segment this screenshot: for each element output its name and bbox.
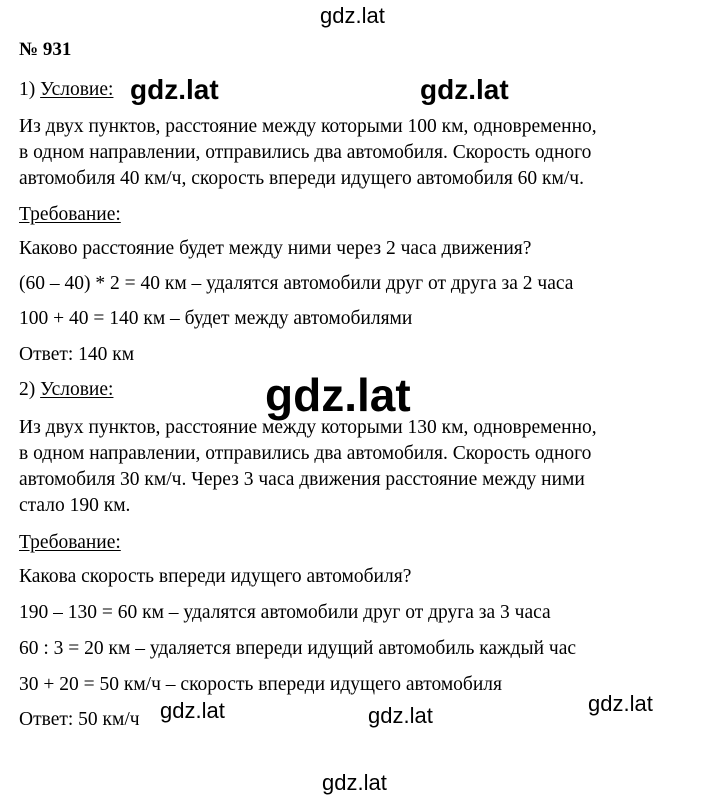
watermark-bottom-mid: gdz.lat xyxy=(368,703,433,728)
watermark-bottom-right: gdz.lat xyxy=(588,691,653,716)
part2-solution-line: 60 : 3 = 20 км – удаляется впереди идущий автомобиль каждый час xyxy=(19,638,577,659)
watermark-top: gdz.lat xyxy=(320,3,385,28)
part1-question: Каково расстояние будет между ними через 2 часа движения? xyxy=(19,238,532,259)
part1-answer: Ответ: 140 км xyxy=(19,344,135,365)
part2-answer: Ответ: 50 км/ч xyxy=(19,709,140,730)
part2-condition-line: стало 190 км. xyxy=(19,495,131,516)
part2-condition-line: в одном направлении, отправились два автомобиля. Скорость одного xyxy=(19,443,592,464)
part2-condition-label: Условие: xyxy=(40,379,114,400)
part2-condition-line: автомобиля 30 км/ч. Через 3 часа движения расстояние между ними xyxy=(19,469,585,490)
part2-solution-line: 30 + 20 = 50 км/ч – скорость впереди идущего автомобиля xyxy=(19,674,502,695)
part1-condition-line: Из двух пунктов, расстояние между которыми 100 км, одновременно, xyxy=(19,116,597,137)
part2-solution-line: 190 – 130 = 60 км – удалятся автомобили друг от друга за 3 часа xyxy=(19,602,551,623)
part2-number: 2) xyxy=(19,379,36,400)
part1-condition-label: Условие: xyxy=(40,79,114,100)
watermark-right: gdz.lat xyxy=(420,74,509,105)
problem-number: № 931 xyxy=(19,39,72,60)
part1-condition-line: автомобиля 40 км/ч, скорость впереди идущего автомобиля 60 км/ч. xyxy=(19,168,584,189)
part2-requirement-label: Требование: xyxy=(19,532,121,553)
watermark-left: gdz.lat xyxy=(130,74,219,105)
part1-solution-line: 100 + 40 = 140 км – будет между автомобилями xyxy=(19,308,413,329)
part2-question: Какова скорость впереди идущего автомобиля? xyxy=(19,566,412,587)
part1-number: 1) xyxy=(19,79,36,100)
part1-condition-line: в одном направлении, отправились два автомобиля. Скорость одного xyxy=(19,142,592,163)
watermark-center: gdz.lat xyxy=(265,369,411,421)
part1-solution-line: (60 – 40) * 2 = 40 км – удалятся автомобили друг от друга за 2 часа xyxy=(19,273,574,294)
watermark-footer: gdz.lat xyxy=(322,770,387,795)
part2-heading xyxy=(19,378,113,402)
part1-requirement-label: Требование: xyxy=(19,204,121,225)
part2-condition-line: Из двух пунктов, расстояние между которыми 130 км, одновременно, xyxy=(19,417,597,438)
watermark-bottom-left: gdz.lat xyxy=(160,698,225,723)
part1-heading xyxy=(19,78,113,102)
